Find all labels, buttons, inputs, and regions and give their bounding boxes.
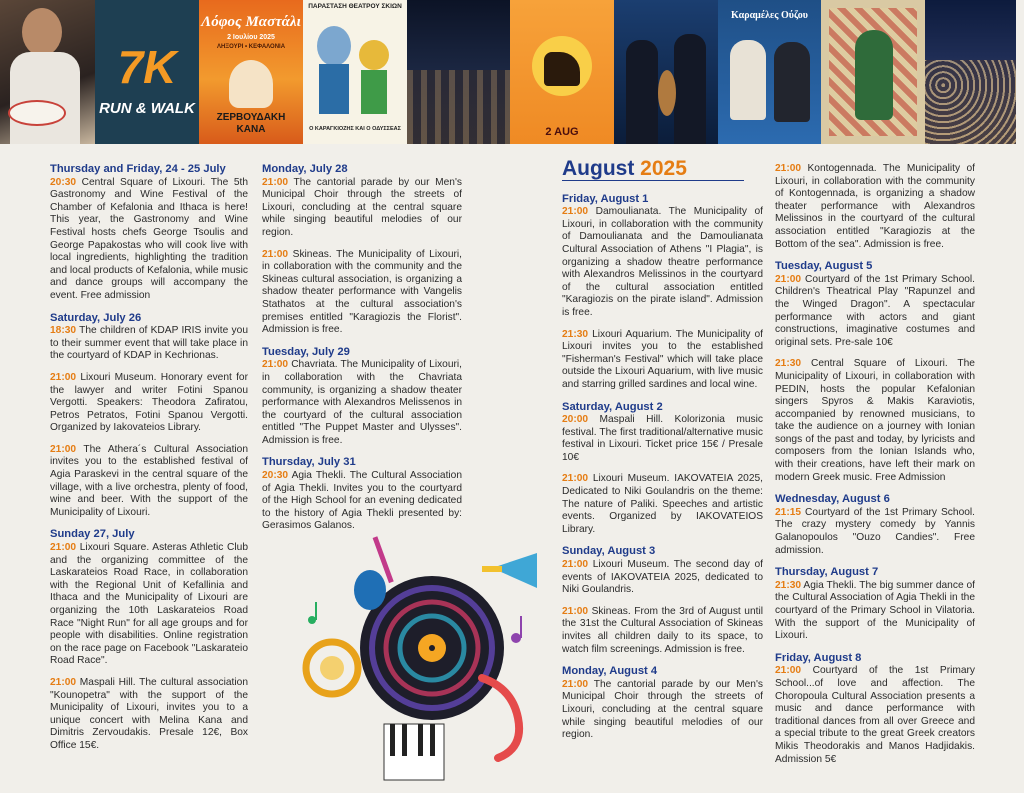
event-text: Courtyard of the 1st Primary School. Children's Theatrical Play "Rapunzel and the Winged Dragon". A spectacular performance with actors and giant constructions, imaginative costumes and original sets. Pre-sale 10€ xyxy=(775,273,975,348)
event-entry xyxy=(262,470,462,533)
karameles-title: Καραμέλες Ούζου xyxy=(731,10,808,21)
column-3 xyxy=(562,157,763,751)
day-heading: Thursday, August 7 xyxy=(775,566,879,579)
event-entry xyxy=(562,206,763,319)
day-heading: Monday, July 28 xyxy=(262,163,348,175)
day-heading: Sunday 27, July xyxy=(50,528,135,541)
day-heading: Monday, August 4 xyxy=(562,665,658,678)
piano-keys-icon xyxy=(384,724,444,780)
day-heading: Tuesday, July 29 xyxy=(262,345,350,358)
event-time: 21:30 xyxy=(775,358,802,370)
day-heading: Wednesday, August 6 xyxy=(775,493,890,506)
event-entry xyxy=(262,177,462,240)
run-walk-small: RUN & WALK xyxy=(99,100,195,117)
day-heading: Friday, August 1 xyxy=(562,192,649,205)
month-title xyxy=(562,157,744,181)
event-text: The cantorial parade by our Men's Municipal Choir through the streets of Lixouri, concluding at the central square while singing beautiful melodies of our region. xyxy=(262,176,462,238)
chef-photo xyxy=(0,0,95,144)
music-instruments-illustration xyxy=(292,528,552,788)
event-time: 20:00 xyxy=(562,414,589,426)
day-heading: Sunday, August 3 xyxy=(562,545,656,558)
column-2 xyxy=(262,163,462,542)
day-heading: Friday, August 8 xyxy=(775,651,862,664)
event-entry xyxy=(562,329,763,392)
event-entry xyxy=(50,177,248,303)
event-entry xyxy=(562,473,763,536)
day-heading: Thursday and Friday, 24 - 25 July xyxy=(50,163,226,175)
trumpet-icon xyxy=(482,553,537,588)
day-heading: Thursday, July 31 xyxy=(262,456,356,469)
event-entry xyxy=(262,249,462,337)
event-text: Courtyard of the 1st Primary School. The crazy mystery comedy by Yannis Galanopoulos "Ouzo Candies". Free admission. xyxy=(775,506,975,556)
crowd-night-photo xyxy=(925,0,1016,144)
event-text: Lixouri Museum. IAKOVATEIA 2025, Dedicated to Niki Goulandris on the theme: The nature of Paliki. Speeches and artistic events. Organized by IAKOVATEIOS Library. xyxy=(562,473,763,535)
event-text: Kontogennada. The Municipality of Lixouri, in collaboration with the community of Kontogennada, is organizing a shadow theater performance with Alexandros Melissinos in the courtyard of the cultural association entitled "Karagiozis at the Bottom of the sea". Admission is free. xyxy=(775,163,975,250)
photo-strip xyxy=(0,0,1024,144)
theatre-bottom: Ο ΚΑΡΑΓΚΙΟΖΗΣ ΚΑΙ Ο ΟΔΥΣΣΕΑΣ xyxy=(309,126,401,132)
shadow-theatre-poster xyxy=(303,0,407,144)
event-time: 20:30 xyxy=(262,470,289,482)
lofos-title: Λόφος Μαστάλι xyxy=(201,14,301,30)
event-entry xyxy=(562,559,763,597)
month-name: August xyxy=(562,157,635,180)
day-heading: Saturday, August 2 xyxy=(562,400,663,413)
event-time: 21:00 xyxy=(562,605,589,617)
event-time: 21:30 xyxy=(562,328,589,340)
event-entry xyxy=(775,580,975,643)
event-time: 21:00 xyxy=(50,371,77,383)
guitar-duo-photo xyxy=(614,0,718,144)
event-entry xyxy=(775,665,975,766)
event-time: 21:00 xyxy=(262,176,289,188)
event-time: 21:00 xyxy=(262,359,289,371)
event-entry xyxy=(50,542,248,668)
event-entry xyxy=(50,677,248,753)
event-time: 21:00 xyxy=(562,206,589,218)
event-entry xyxy=(562,414,763,464)
event-time: 21:00 xyxy=(775,273,802,285)
event-time: 20:30 xyxy=(50,176,77,188)
event-entry xyxy=(775,507,975,557)
karameles-ouzou-poster xyxy=(718,0,821,144)
event-text: Skineas. From the 3rd of August until the 31st the Cultural Association of Skineas invites all children daily to its space, to watch film screenings. Admission is free. xyxy=(562,605,763,655)
night-square-photo xyxy=(407,0,510,144)
event-text: Agia Thekli. The big summer dance of the Cultural Association of Agia Thekli in the courtyard of the Primary School in Vilatoria. With the support of the Municipality of Lixouri. xyxy=(775,579,975,642)
event-entry xyxy=(50,372,248,435)
event-text: Central Square of Lixouri. The Municipality of Lixouri, in collaboration with PEDIN, hosts the popular Kefalonian singers Spyros & Makis Karaviotis, accompanied by renowned musicians, to take the audience on a journey with Ionian songs of the past and today, by lyricists and composers from the Ionian Islands who, with their creations, have left their mark on modern Greek music. Free Admission xyxy=(775,358,975,483)
event-entry xyxy=(562,606,763,656)
event-time: 21:00 xyxy=(775,163,802,174)
event-time: 21:00 xyxy=(562,559,589,571)
event-time: 21:30 xyxy=(775,579,802,591)
run-walk-poster xyxy=(95,0,199,144)
french-horn-icon xyxy=(306,642,358,694)
day-heading: Saturday, July 26 xyxy=(50,311,142,324)
event-text: Lixouri Aquarium. The Municipality of Lixouri invites you to the established "Fisherman's Festival" which will take place outside the Lixouri Aquarium, with live music and starring grilled sardines and local wine. xyxy=(562,328,763,390)
event-time: 18:30 xyxy=(50,325,77,337)
lofos-mastali-poster xyxy=(199,0,303,144)
event-text: Central Square of Lixouri. The 5th Gastronomy and Wine Festival of the Chamber of Kefalonia and Ithaca is here! This year, the Gastronomy and Wine Festival hosts chefs George Tsoulis and George Papakostas who will cook live with local ingredients, highlighting the tradition and local products of Kefalonia, while music and dance groups will accompany the event. Free admission xyxy=(50,176,248,301)
event-text: Agia Thekli. The Cultural Association of Agia Thekli. Invites you to the courtyard of the High School for an evening dedicated to the history of Agia Thekli presented by: Gerasimos Galanos. xyxy=(262,470,462,532)
event-text: Chavriata. The Municipality of Lixouri, in collaboration with the Chavriata community, is organizing a shadow theater performance with Alexandros Melissenos in the courtyard of the cultural association entitled "The Puppet Master and Ulysses". Admission is free. xyxy=(262,359,462,446)
event-time: 21:00 xyxy=(50,676,77,688)
event-entry xyxy=(50,325,248,363)
event-time: 21:00 xyxy=(562,473,589,485)
column-1 xyxy=(50,163,248,762)
event-text: Skineas. The Municipality of Lixouri, in collaboration with the community and the Skineas cultural association, is organizing a shadow theater performance with Vangelis Stathatos at the cultural association's premises entitled "Karagiozis the Florist". Admission is free. xyxy=(262,248,462,336)
event-time: 21:00 xyxy=(775,665,802,677)
event-time: 21:00 xyxy=(562,678,589,690)
folk-art-poster xyxy=(821,0,925,144)
event-text: The children of KDAP IRIS invite you to their summer event that will take place in the courtyard of KDAP in Kechrionas. xyxy=(50,325,248,362)
event-text: Maspali Hill. Kolorizonia music festival. The first traditional/alternative music festival in Lixouri. Ticket price 15€ / Presale 10€ xyxy=(562,414,763,463)
event-time: 21:00 xyxy=(50,443,77,455)
event-text: Damoulianata. The Municipality of Lixouri, in collaboration with the community of Damoulianata and the Damoulianata Cultural Association of Athens "I Plagia", is organizing a shadow theatre performance with Alexandros Melissinos in the courtyard of the cultural association entitled "Karagiozis on the pirate island". Admission is free. xyxy=(562,206,763,318)
event-entry xyxy=(775,358,975,484)
event-time: 21:00 xyxy=(262,248,289,260)
month-year: 2025 xyxy=(640,157,687,180)
theatre-title: ΠΑΡΑΣΤΑΣΗ ΘΕΑΤΡΟΥ ΣΚΙΩΝ xyxy=(308,3,402,10)
event-text: Lixouri Square. Asteras Athletic Club and the organizing committee of the Laskarateios Road Race, in collaboration with the Regional Unit of Kefallinia and Ithaca and the Municipality of Lixouri are organizing the 10th Laskarateios Road Race "Night Run" for all age groups and for people with disabilities. Online registration on the race page on Facebook "Laskarateio Road Race". xyxy=(50,542,248,667)
event-entry xyxy=(775,274,975,350)
event-entry xyxy=(562,679,763,742)
event-text: Maspali Hill. The cultural association "Kounopetra" with the support of the Municipality of Lixouri, invites you to a unique concert with Melina Kana and Dimitris Zervoudakis. Presale 12€, Box Office 15€. xyxy=(50,676,248,751)
run-walk-big: 7K xyxy=(117,41,177,93)
day-heading: Tuesday, August 5 xyxy=(775,260,873,273)
event-time: 21:00 xyxy=(50,542,77,554)
lofos-date: 2 Ιουλίου 2025 xyxy=(227,34,275,41)
column-4 xyxy=(775,163,975,775)
event-entry xyxy=(50,444,248,520)
event-text: Lixouri Museum. Honorary event for the lawyer and writer Fotini Spanou Vergotti. Speakers: Theodora Zafiratou, Petros Petratos, Fotini Spanou Vergotti. Organized by Iakovateios Library. xyxy=(50,371,248,434)
event-text: Courtyard of the 1st Primary School...of love and affection. The Choropoula Cultural Association presents a music and dance performance with traditional dances from all over Greece and a special tribute to the great Greek creators Mikis Theodorakis and Manos Hadjidakis. Admission 5€ xyxy=(775,665,975,765)
goat-festival-poster xyxy=(510,0,614,144)
event-text: The Athera´s Cultural Association invites you to the established festival of Agia Paraskevi in the central square of the village, with a live orchestra, plenty of food, wine and beer. With the support of the Municipality of Lixouri. xyxy=(50,443,248,518)
lofos-place: ΛΗΞΟΥΡΙ • ΚΕΦΑΛΟΝΙΑ xyxy=(216,44,286,50)
event-entry xyxy=(262,359,462,447)
event-text: Lixouri Museum. The second day of events of IAKOVATEIA 2025, dedicated to Niki Goulandris. xyxy=(562,559,763,596)
goat-date: 2 AUG xyxy=(545,126,579,138)
event-entry xyxy=(775,163,975,251)
lofos-names: ΖΕΡΒΟΥΔΑΚΗ ΚΑΝΑ xyxy=(216,112,286,135)
event-time: 21:15 xyxy=(775,506,802,518)
event-text: The cantorial parade by our Men's Municipal Choir through the streets of Lixouri, concluding at the central square while singing beautiful melodies of our region. xyxy=(562,678,763,741)
